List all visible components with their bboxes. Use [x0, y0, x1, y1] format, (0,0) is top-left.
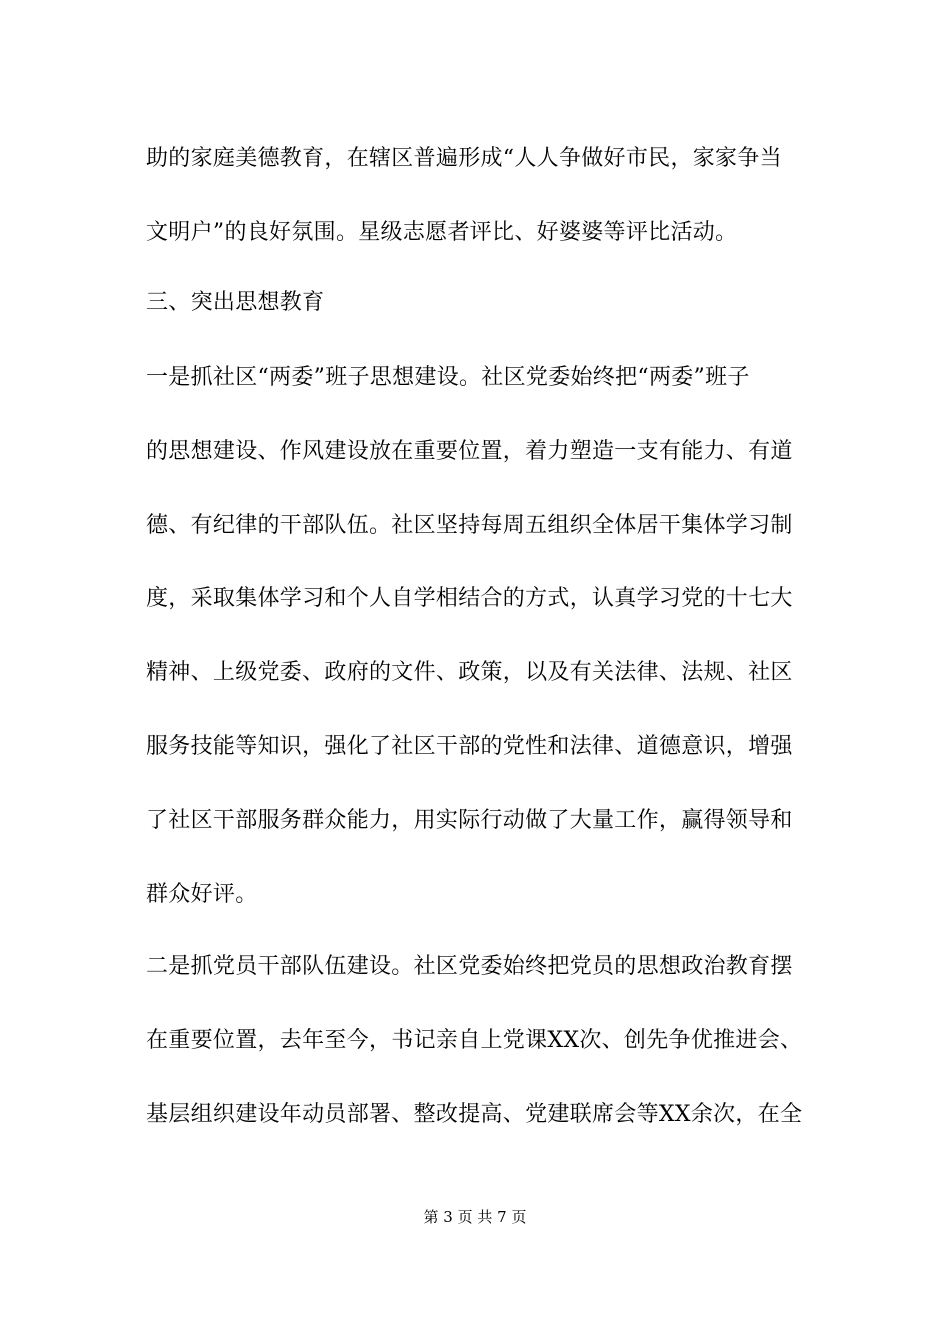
text-line: 基层组织建设年动员部署、整改提高、党建联席会等XX余次，在全 [146, 1102, 803, 1127]
text-line: 精神、上级党委、政府的文件、政策，以及有关法律、法规、社区 [146, 660, 793, 685]
text-line: 德、有纪律的干部队伍。社区坚持每周五组织全体居干集体学习制 [146, 513, 793, 538]
text-line: 一是抓社区“两委”班子思想建设。社区党委始终把“两委”班子 [146, 365, 750, 390]
text-line: 二是抓党员干部队伍建设。社区党委始终把党员的思想政治教育摆 [146, 954, 793, 979]
text-line: 在重要位置，去年至今，书记亲自上党课XX次、创先争优推进会、 [146, 1028, 803, 1053]
text-line: 了社区干部服务群众能力，用实际行动做了大量工作，赢得领导和 [146, 808, 793, 833]
page-number-footer: 第 3 页 共 7 页 [423, 1208, 527, 1226]
text-line: 度，采取集体学习和个人自学相结合的方式，认真学习党的十七大 [146, 586, 793, 611]
section-heading: 三、突出思想教育 [146, 290, 325, 315]
text-line: 群众好评。 [146, 882, 258, 907]
text-line: 文明户”的良好氛围。星级志愿者评比、好婆婆等评比活动。 [146, 220, 738, 245]
text-line: 服务技能等知识，强化了社区干部的党性和法律、道德意识，增强 [146, 734, 793, 759]
text-line: 助的家庭美德教育，在辖区普遍形成“人人争做好市民，家家争当 [146, 146, 782, 171]
text-line: 的思想建设、作风建设放在重要位置，着力塑造一支有能力、有道 [146, 439, 793, 464]
